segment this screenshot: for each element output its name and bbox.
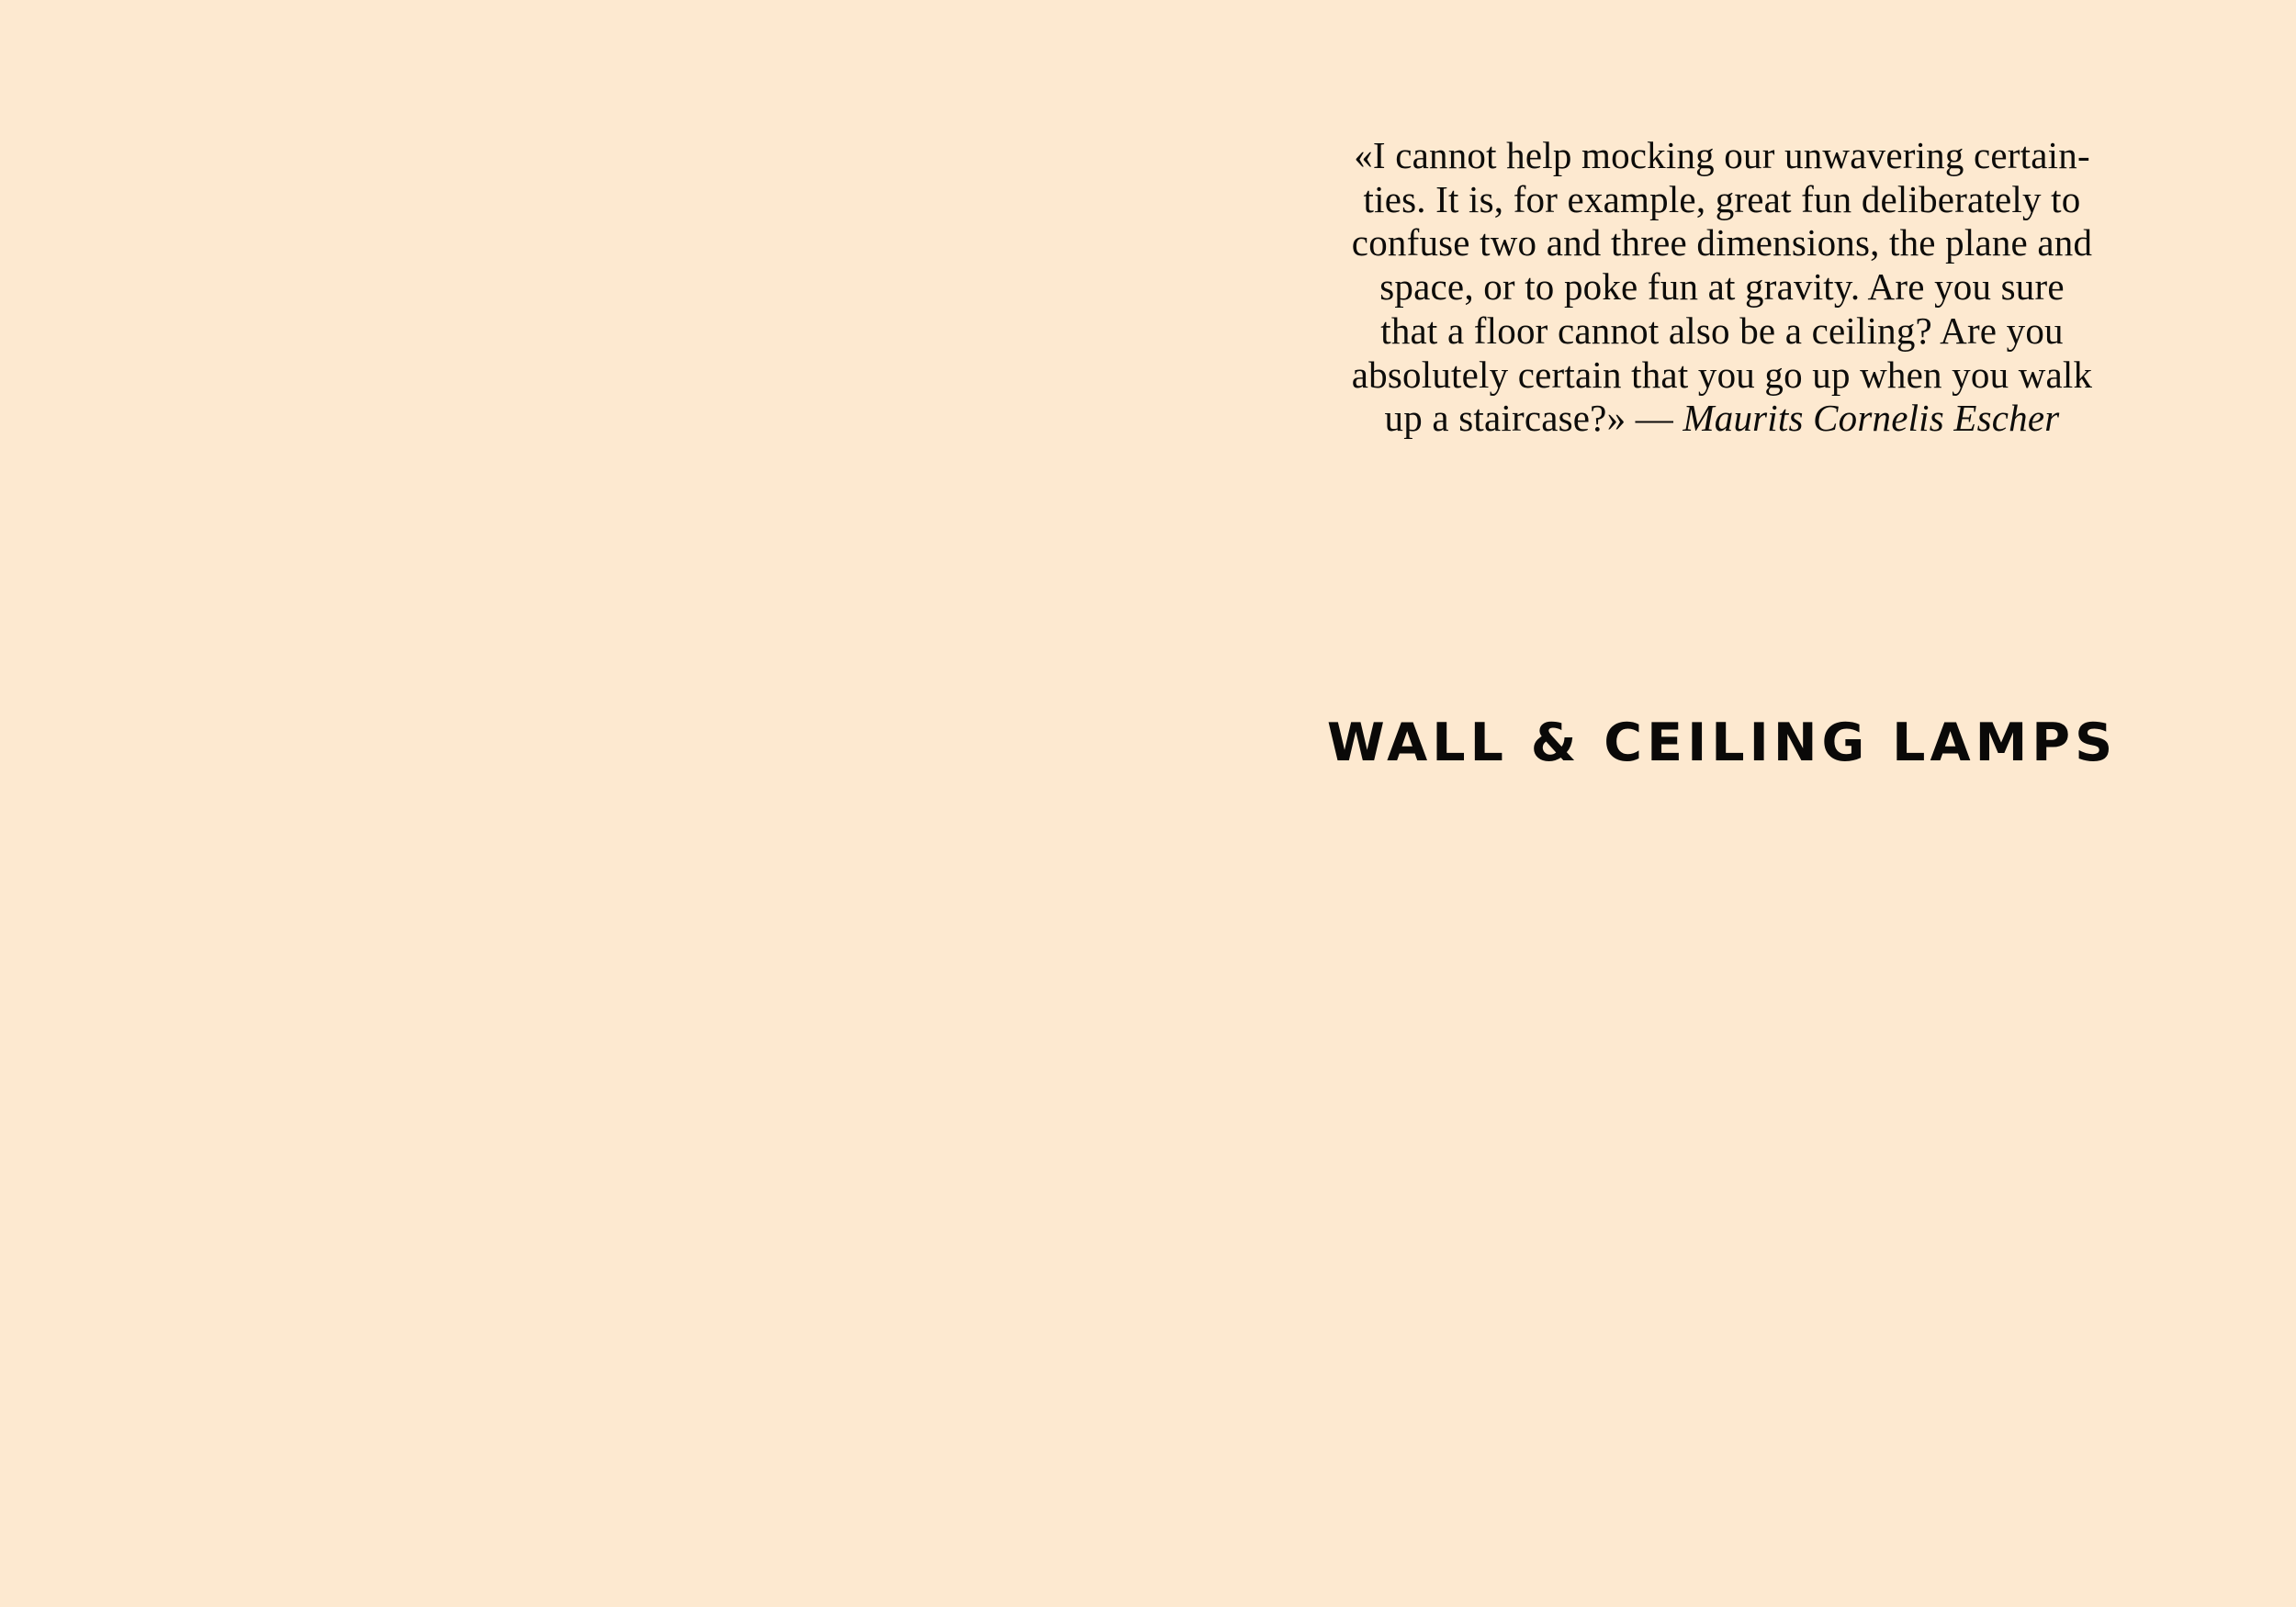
quote-author: Maurits Cornelis Escher	[1683, 397, 2060, 440]
quote-line: absolutely certain that you go up when you walk	[1351, 353, 2093, 396]
quote-line: that a floor cannot also be a ceiling? Are you	[1380, 309, 2064, 352]
quote-line-final-text: up a staircase?» —	[1384, 397, 1683, 440]
epigraph-quote	[1322, 134, 2122, 441]
quote-line: confuse two and three dimensions, the plane and	[1351, 221, 2093, 264]
quote-line: «I cannot help mocking our unwavering certain-	[1354, 134, 2090, 176]
quote-line: ties. It is, for example, great fun deliberately to	[1363, 177, 2081, 220]
quote-line: space, or to poke fun at gravity. Are you sure	[1379, 265, 2065, 309]
quote-line-final	[1322, 397, 2122, 441]
section-title: WALL & CEILING LAMPS	[1326, 713, 2118, 773]
